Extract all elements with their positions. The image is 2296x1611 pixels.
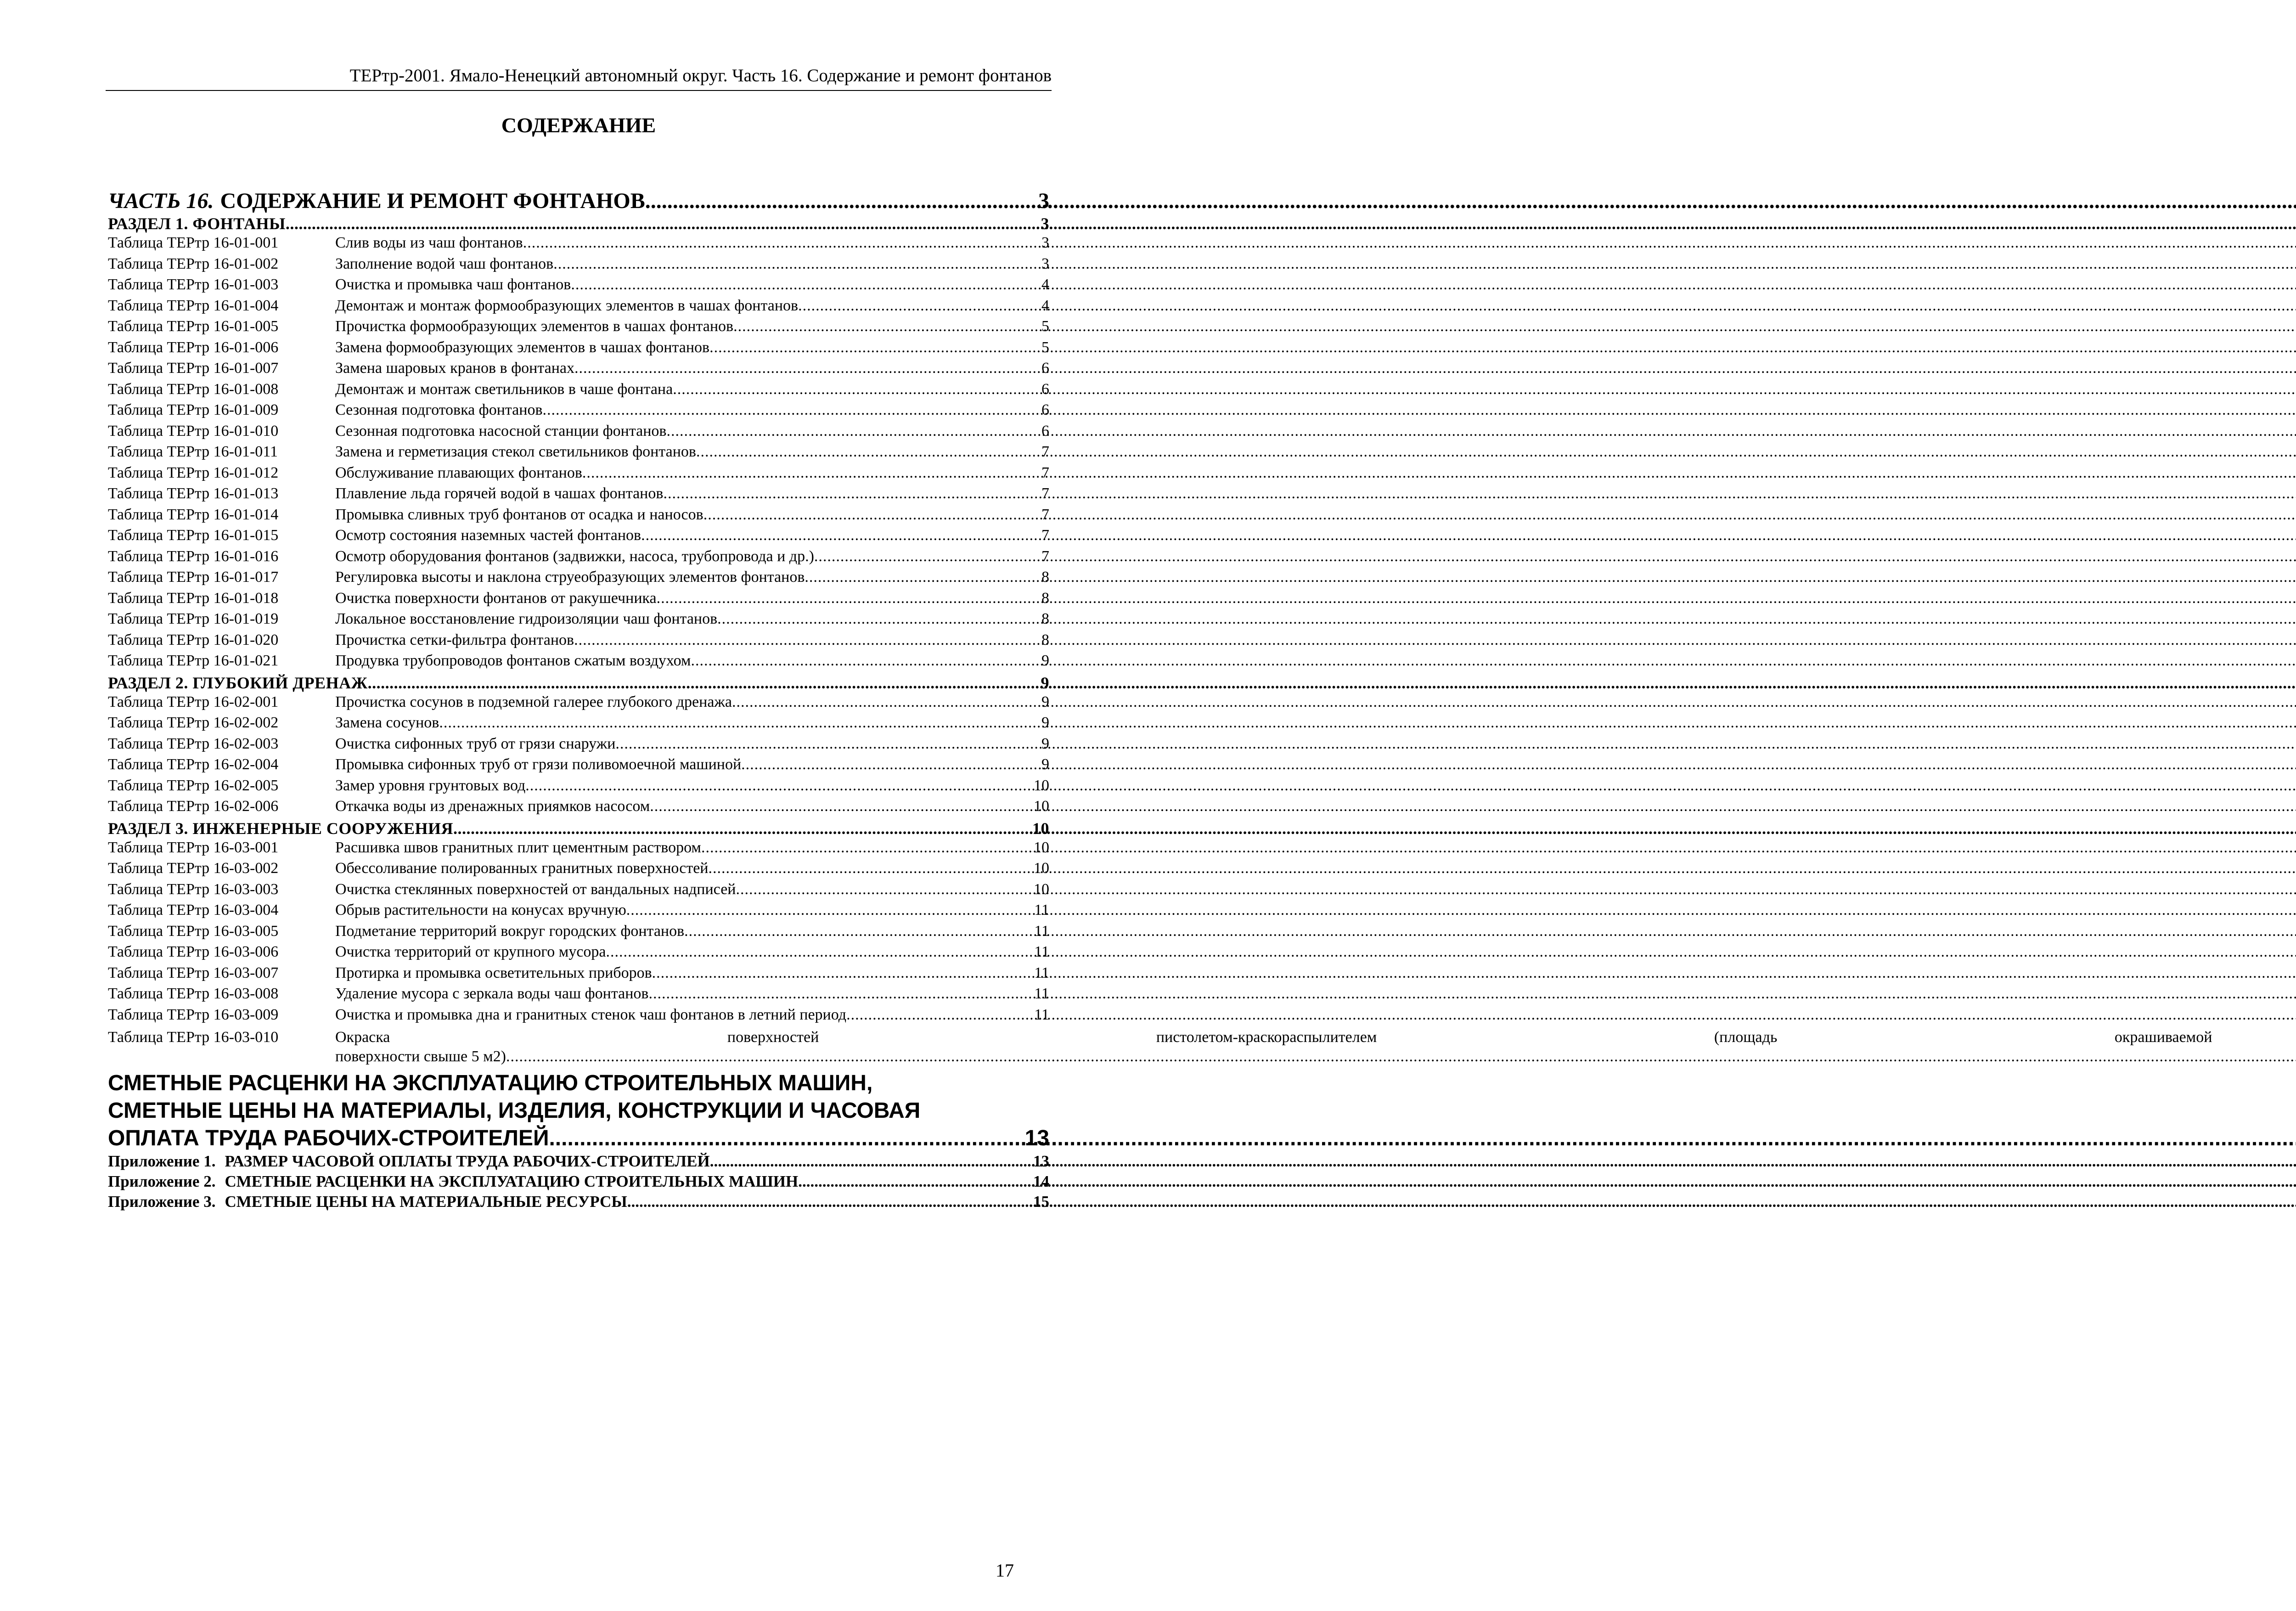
toc-table-entry[interactable] — [108, 527, 1049, 548]
table-title: Слив воды из чаш фонтанов — [335, 234, 523, 251]
table-page: 8 — [1041, 589, 1049, 607]
table-code: Таблица ТЕРтр 16-01-015 — [108, 527, 279, 544]
table-code: Таблица ТЕРтр 16-01-001 — [108, 234, 279, 251]
sections-container — [108, 214, 2212, 1069]
table-code: Таблица ТЕРтр 16-01-017 — [108, 569, 279, 586]
toc-table-entry[interactable] — [108, 506, 1049, 527]
toc-section-entry[interactable] — [108, 673, 1049, 693]
running-header — [106, 64, 1052, 91]
table-page: 9 — [1041, 693, 1049, 710]
title-word: (площадь — [1714, 1029, 1778, 1046]
table-title: Очистка и промывка чаш фонтанов — [335, 276, 571, 293]
table-page: 6 — [1041, 380, 1049, 398]
toc-table-entry[interactable] — [108, 1027, 2212, 1069]
table-code: Таблица ТЕРтр 16-01-019 — [108, 610, 279, 627]
toc-table-entry[interactable] — [108, 777, 1049, 798]
table-title: Очистка стеклянных поверхностей от вандальных надписей — [335, 880, 736, 898]
dot-leader — [506, 1048, 2296, 1065]
toc-table-entry[interactable] — [108, 401, 1049, 422]
table-title: Замена формообразующих элементов в чашах фонтанов — [335, 338, 710, 356]
dot-leader — [649, 985, 1035, 1003]
title-word: поверхностей — [727, 1029, 819, 1046]
table-page: 9 — [1041, 652, 1049, 669]
dot-leader — [641, 527, 1041, 544]
table-code: Таблица ТЕРтр 16-01-010 — [108, 422, 279, 439]
table-title: Промывка сливных труб фонтанов от осадка и наносов — [335, 506, 703, 523]
toc-table-entry[interactable] — [108, 255, 1049, 276]
toc-table-entry[interactable] — [108, 693, 1049, 715]
dot-leader — [286, 214, 1041, 233]
dot-leader — [703, 506, 1041, 524]
dot-leader — [732, 693, 1041, 711]
table-page: 10 — [1034, 798, 1049, 815]
toc-table-entry[interactable] — [108, 985, 1049, 1006]
table-page: 8 — [1041, 610, 1049, 627]
toc-table-entry[interactable] — [108, 839, 1049, 860]
table-page: 10 — [1034, 839, 1049, 856]
table-title: Замена сосунов — [335, 714, 439, 731]
table-page: 11 — [1034, 922, 1049, 940]
table-code: Таблица ТЕРтр 16-02-002 — [108, 714, 279, 731]
toc-table-entry[interactable] — [108, 276, 1049, 297]
table-page: 4 — [1041, 297, 1049, 314]
table-code: Таблица ТЕРтр 16-03-006 — [108, 943, 279, 960]
dot-leader — [627, 1193, 1033, 1211]
section-title: РАЗДЕЛ 1. ФОНТАНЫ — [108, 214, 286, 233]
dot-leader — [645, 188, 1038, 214]
appendix-list — [108, 1152, 1049, 1213]
toc-table-entry[interactable] — [108, 756, 1049, 777]
rates-heading-line-3 — [108, 1125, 1049, 1152]
table-code: Таблица ТЕРтр 16-01-008 — [108, 380, 279, 398]
dot-leader — [574, 631, 1041, 649]
dot-leader — [666, 422, 1041, 440]
toc-table-entry[interactable] — [108, 901, 1049, 923]
table-title: Обрыв растительности на конусах вручную — [335, 901, 626, 918]
dot-leader — [523, 234, 1041, 252]
section-title: РАЗДЕЛ 2. ГЛУБОКИЙ ДРЕНАЖ — [108, 673, 368, 692]
table-page: 7 — [1041, 443, 1049, 460]
dot-leader — [650, 798, 1034, 815]
table-title: Очистка территорий от крупного мусора — [335, 943, 606, 960]
dot-leader — [453, 819, 1032, 838]
table-code: Таблица ТЕРтр 16-01-007 — [108, 360, 279, 377]
dot-leader — [553, 255, 1041, 273]
dot-leader — [846, 1006, 1034, 1024]
dot-leader — [684, 923, 1034, 940]
table-title: Осмотр оборудования фонтанов (задвижки, насоса, трубопровода и др.) — [335, 547, 814, 565]
rates-heading-page: 13 — [1024, 1126, 1049, 1150]
rates-heading[interactable] — [108, 1070, 1049, 1152]
dot-leader — [701, 839, 1034, 856]
toc-table-entry[interactable] — [108, 360, 1049, 381]
appendix-page: 13 — [1033, 1152, 1049, 1170]
table-title: Осмотр состояния наземных частей фонтанов — [335, 527, 642, 544]
toc-section-entry[interactable] — [108, 214, 1049, 234]
table-title: Обессоливание полированных гранитных поверхностей — [335, 860, 709, 877]
table-title: Прочистка сосунов в подземной галерее глубокого дренажа — [335, 693, 732, 710]
rates-heading-line-1: СМЕТНЫЕ РАСЦЕНКИ НА ЭКСПЛУАТАЦИЮ СТРОИТЕЛЬНЫХ МАШИН, — [108, 1071, 873, 1095]
table-title: Замена и герметизация стекол светильников фонтанов — [335, 443, 696, 460]
rates-heading-last-line: ОПЛАТА ТРУДА РАБОЧИХ-СТРОИТЕЛЕЙ — [108, 1126, 549, 1150]
table-code: Таблица ТЕРтр 16-03-004 — [108, 901, 279, 918]
section-page: 10 — [1032, 819, 1049, 838]
dot-leader — [798, 297, 1041, 315]
table-page: 10 — [1034, 777, 1049, 794]
dot-leader — [798, 1172, 1033, 1191]
toc-table-entry[interactable] — [108, 297, 1049, 318]
table-page: 5 — [1041, 318, 1049, 335]
toc-table-entry[interactable] — [108, 569, 1049, 590]
table-code: Таблица ТЕРтр 16-03-001 — [108, 839, 279, 856]
table-code: Таблица ТЕРтр 16-03-007 — [108, 964, 279, 981]
part-lead: ЧАСТЬ 16. — [108, 189, 214, 213]
toc-title: СОДЕРЖАНИЕ — [501, 113, 656, 137]
table-page: 4 — [1041, 276, 1049, 293]
toc-table-entry[interactable] — [108, 318, 1049, 339]
table-page: 9 — [1041, 735, 1049, 752]
table-page: 9 — [1041, 756, 1049, 773]
dot-leader — [439, 714, 1041, 732]
table-page: 9 — [1041, 714, 1049, 731]
toc-table-entry[interactable] — [108, 610, 1049, 631]
table-page: 6 — [1041, 360, 1049, 377]
page-number: 17 — [996, 1560, 1014, 1581]
table-code: Таблица ТЕРтр 16-01-013 — [108, 485, 279, 502]
toc-part-entry[interactable] — [108, 188, 1049, 214]
dot-leader — [571, 276, 1041, 293]
table-page: 6 — [1041, 401, 1049, 418]
toc-table-entry[interactable] — [108, 964, 1049, 986]
table-code: Таблица ТЕРтр 16-03-009 — [108, 1006, 279, 1023]
title-word: Окраска — [335, 1029, 390, 1046]
table-page: 11 — [1034, 1006, 1049, 1023]
table-title: Очистка и промывка дна и гранитных стенок чаш фонтанов в летний период — [335, 1006, 847, 1023]
table-title: Прочистка сетки-фильтра фонтанов — [335, 631, 574, 648]
table-code: Таблица ТЕРтр 16-02-003 — [108, 735, 279, 752]
table-title-wrapped — [335, 1027, 2296, 1069]
dot-leader — [710, 1152, 1033, 1171]
table-code: Таблица ТЕРтр 16-01-003 — [108, 276, 279, 293]
dot-leader — [657, 590, 1041, 607]
table-code: Таблица ТЕРтр 16-01-021 — [108, 652, 279, 669]
dot-leader — [525, 777, 1034, 794]
appendix-title: СМЕТНЫЕ ЦЕНЫ НА МАТЕРИАЛЬНЫЕ РЕСУРСЫ — [225, 1193, 627, 1211]
table-page: 11 — [1034, 943, 1049, 960]
table-page: 3 — [1041, 234, 1049, 251]
table-of-contents — [108, 188, 2212, 1213]
dot-leader — [814, 548, 1041, 565]
part-title: СОДЕРЖАНИЕ И РЕМОНТ ФОНТАНОВ — [220, 189, 645, 213]
table-page: 8 — [1041, 569, 1049, 586]
table-title: Очистка сифонных труб от грязи снаружи — [335, 735, 616, 752]
toc-table-entry[interactable] — [108, 422, 1049, 444]
table-title: Очистка поверхности фонтанов от ракушечника — [335, 589, 657, 607]
table-code: Таблица ТЕРтр 16-01-006 — [108, 338, 279, 356]
appendix-page: 15 — [1033, 1193, 1049, 1211]
table-title: Регулировка высоты и наклона струеобразующих элементов фонтанов — [335, 569, 805, 586]
dot-leader — [733, 318, 1041, 335]
toc-table-entry[interactable] — [108, 443, 1049, 464]
dot-leader — [736, 881, 1034, 898]
table-code: Таблица ТЕРтр 16-03-008 — [108, 985, 279, 1002]
table-page: 7 — [1041, 506, 1049, 523]
table-page: 10 — [1034, 880, 1049, 898]
table-title: Демонтаж и монтаж формообразующих элементов в чашах фонтанов — [335, 297, 799, 314]
dot-leader — [709, 339, 1041, 356]
table-code: Таблица ТЕРтр 16-01-004 — [108, 297, 279, 314]
appendix-page: 14 — [1033, 1172, 1049, 1190]
table-code: Таблица ТЕРтр 16-01-014 — [108, 506, 279, 523]
toc-table-entry[interactable] — [108, 381, 1049, 402]
part-page: 3 — [1038, 189, 1049, 213]
appendix-label: Приложение 1. — [108, 1152, 216, 1170]
toc-table-entry[interactable] — [108, 652, 1049, 673]
table-code: Таблица ТЕРтр 16-01-011 — [108, 443, 278, 460]
section-title: РАЗДЕЛ 3. ИНЖЕНЕРНЫЕ СООРУЖЕНИЯ — [108, 819, 454, 838]
dot-leader — [368, 673, 1041, 693]
table-title: Обслуживание плавающих фонтанов — [335, 464, 582, 481]
section-page: 3 — [1041, 214, 1049, 233]
title-word: пистолетом-краскораспылителем — [1156, 1029, 1377, 1046]
table-code: Таблица ТЕРтр 16-03-003 — [108, 880, 279, 898]
table-title-line-2 — [335, 1048, 2296, 1069]
table-code: Таблица ТЕРтр 16-02-004 — [108, 756, 279, 773]
table-page: 7 — [1041, 485, 1049, 502]
toc-table-entry[interactable] — [108, 923, 1049, 944]
dot-leader — [652, 964, 1035, 982]
toc-appendix-entry[interactable] — [108, 1172, 1049, 1193]
toc-appendix-entry[interactable] — [108, 1152, 1049, 1172]
dot-leader — [582, 464, 1041, 482]
table-title: Локальное восстановление гидроизоляции чаш фонтанов — [335, 610, 718, 627]
header-title: ТЕРтр-2001. Ямало-Ненецкий автономный округ. Часть 16. Содержание и ремонт фонтанов — [349, 66, 1052, 85]
appendix-title: СМЕТНЫЕ РАСЦЕНКИ НА ЭКСПЛУАТАЦИЮ СТРОИТЕЛЬНЫХ МАШИН — [225, 1172, 799, 1190]
table-title-continued: поверхности свыше 5 м2) — [335, 1048, 506, 1065]
table-title: Откачка воды из дренажных приямков насосом — [335, 798, 650, 815]
toc-table-entry[interactable] — [108, 881, 1049, 902]
dot-leader — [574, 360, 1041, 377]
table-title: Плавление льда горячей водой в чашах фонтанов — [335, 485, 664, 502]
toc-section-entry[interactable] — [108, 819, 1049, 839]
section-page: 9 — [1041, 673, 1049, 692]
dot-leader — [673, 381, 1041, 398]
table-page: 10 — [1034, 860, 1049, 877]
table-code: Таблица ТЕРтр 16-02-006 — [108, 798, 279, 815]
table-title: Демонтаж и монтаж светильников в чаше фонтана — [335, 380, 673, 398]
dot-leader — [691, 652, 1041, 670]
table-page: 11 — [1034, 964, 1049, 981]
dot-leader — [543, 401, 1041, 419]
table-code: Таблица ТЕРтр 16-03-005 — [108, 922, 279, 940]
toc-table-entry[interactable] — [108, 943, 1049, 964]
toc-table-entry[interactable] — [108, 735, 1049, 756]
dot-leader — [717, 610, 1041, 628]
table-title: Промывка сифонных труб от грязи поливомоечной машиной — [335, 756, 742, 773]
table-page: 11 — [1034, 901, 1049, 918]
toc-table-entry[interactable] — [108, 234, 1049, 255]
table-title: Замер уровня грунтовых вод — [335, 777, 526, 794]
table-page: 7 — [1041, 547, 1049, 565]
rates-heading-line-2: СМЕТНЫЕ ЦЕНЫ НА МАТЕРИАЛЫ, ИЗДЕЛИЯ, КОНСТРУКЦИИ И ЧАСОВАЯ — [108, 1098, 921, 1123]
table-title: Удаление мусора с зеркала воды чаш фонтанов — [335, 985, 649, 1002]
table-code: Таблица ТЕРтр 16-01-016 — [108, 547, 279, 565]
table-code: Таблица ТЕРтр 16-01-005 — [108, 318, 279, 335]
table-title: Заполнение водой чаш фонтанов — [335, 255, 554, 272]
toc-table-entry[interactable] — [108, 1006, 1049, 1027]
table-title: Расшивка швов гранитных плит цементным раствором — [335, 839, 701, 856]
dot-leader — [615, 735, 1041, 753]
table-title-line-1 — [335, 1027, 2296, 1048]
toc-table-entry[interactable] — [108, 631, 1049, 653]
table-page: 8 — [1041, 631, 1049, 648]
table-title: Сезонная подготовка насосной станции фонтанов — [335, 422, 667, 439]
table-code: Таблица ТЕРтр 16-01-009 — [108, 401, 279, 418]
toc-table-entry[interactable] — [108, 485, 1049, 506]
table-code: Таблица ТЕРтр 16-02-001 — [108, 693, 279, 710]
table-page: 7 — [1041, 464, 1049, 481]
dot-leader — [549, 1125, 1024, 1152]
toc-table-entry[interactable] — [108, 464, 1049, 485]
dot-leader — [626, 901, 1034, 919]
toc-table-entry[interactable] — [108, 339, 1049, 360]
table-page: 6 — [1041, 422, 1049, 439]
table-code: Таблица ТЕРтр 16-01-020 — [108, 631, 279, 648]
table-page: 11 — [1034, 985, 1049, 1002]
dot-leader — [709, 860, 1034, 877]
toc-table-entry[interactable] — [108, 548, 1049, 569]
toc-table-entry[interactable] — [108, 590, 1049, 611]
table-code: Таблица ТЕРтр 16-03-002 — [108, 860, 279, 877]
table-code: Таблица ТЕРтр 16-02-005 — [108, 777, 279, 794]
table-title: Продувка трубопроводов фонтанов сжатым воздухом — [335, 652, 691, 669]
dot-leader — [741, 756, 1041, 773]
table-page: 3 — [1041, 255, 1049, 272]
toc-table-entry[interactable] — [108, 798, 1049, 819]
dot-leader — [805, 569, 1041, 586]
dot-leader — [696, 443, 1041, 461]
table-title: Сезонная подготовка фонтанов — [335, 401, 543, 418]
table-code: Таблица ТЕРтр 16-01-012 — [108, 464, 279, 481]
table-page: 7 — [1041, 527, 1049, 544]
table-code: Таблица ТЕРтр 16-01-018 — [108, 589, 279, 607]
table-title: Замена шаровых кранов в фонтанах — [335, 360, 574, 377]
dot-leader — [663, 485, 1041, 502]
dot-leader — [606, 943, 1035, 961]
table-title: Подметание территорий вокруг городских фонтанов — [335, 922, 685, 940]
table-page: 5 — [1041, 338, 1049, 356]
title-word: окрашиваемой — [2114, 1029, 2212, 1046]
table-title: Прочистка формообразующих элементов в чашах фонтанов — [335, 318, 734, 335]
appendix-title: РАЗМЕР ЧАСОВОЙ ОПЛАТЫ ТРУДА РАБОЧИХ-СТРОИТЕЛЕЙ — [225, 1152, 710, 1170]
appendix-label: Приложение 2. — [108, 1172, 216, 1190]
table-code: Таблица ТЕРтр 16-01-002 — [108, 255, 279, 272]
toc-table-entry[interactable] — [108, 860, 1049, 881]
table-code: Таблица ТЕРтр 16-03-010 — [108, 1029, 279, 1046]
toc-appendix-entry[interactable] — [108, 1193, 1049, 1213]
toc-table-entry[interactable] — [108, 714, 1049, 735]
appendix-label: Приложение 3. — [108, 1193, 216, 1211]
table-title: Протирка и промывка осветительных приборов — [335, 964, 652, 981]
